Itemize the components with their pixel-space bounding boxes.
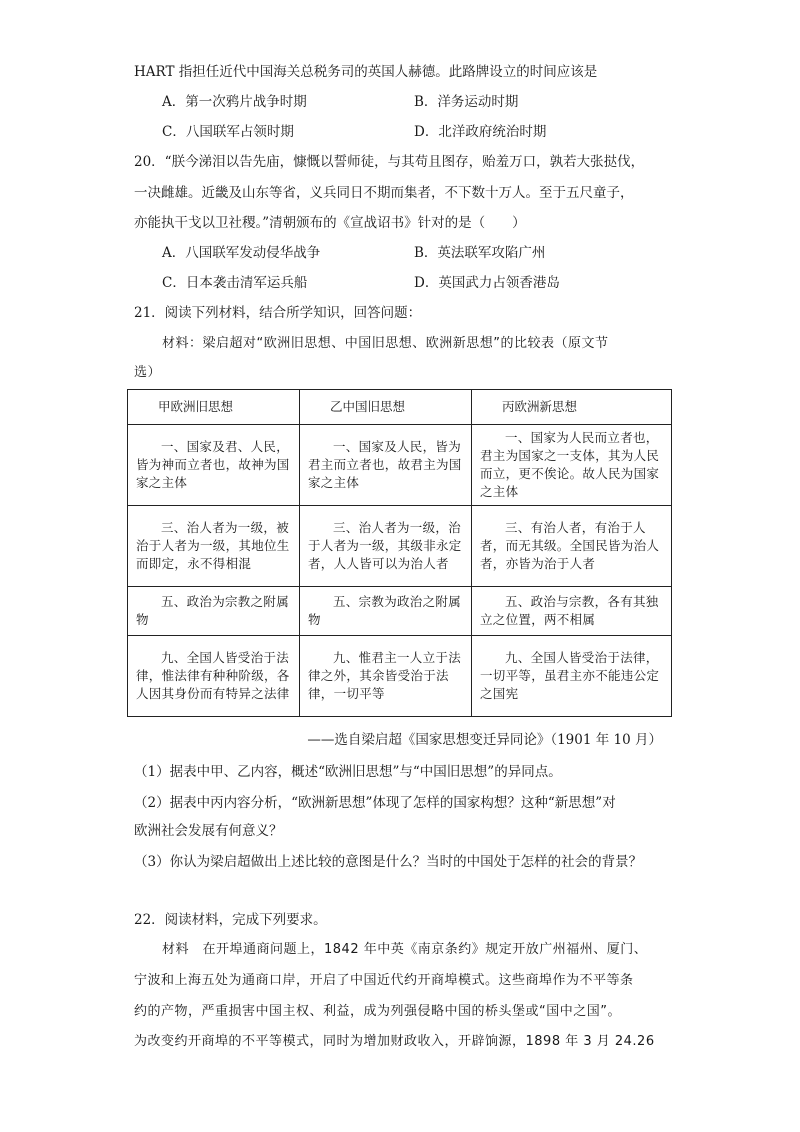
table-cell: 三、治人者为一级，治于人者为一级，其级非永定者，人人皆可以为治人者 xyxy=(300,506,472,587)
q19-option-a: A．第一次鸦片战争时期 xyxy=(162,94,307,110)
table-cell: 一、国家为人民而立者也，君主为国家之一支体，其为人民而立，更不俟论。故人民为国家之主体 xyxy=(472,425,672,506)
q22-stem: 22．阅读材料，完成下列要求。 xyxy=(134,912,327,928)
q19-option-d: D．北洋政府统治时期 xyxy=(414,124,547,140)
table-cell: 九、全国人皆受治于法律，惟法律有种种阶级，各人因其身份而有特异之法律 xyxy=(128,636,300,717)
table-header-cell: 甲欧洲旧思想 xyxy=(128,390,300,425)
table-cell: 五、宗教为政治之附属物 xyxy=(300,587,472,636)
table-cell: 九、全国人皆受治于法律，一切平等，虽君主亦不能违公定之国宪 xyxy=(472,636,672,717)
q21-subquestion-2-line2: 欧洲社会发展有何意义？ xyxy=(134,823,283,839)
q22-material-line3: 约的产物，严重损害中国主权、利益，成为列强侵略中国的桥头堡或“国中之国”。 xyxy=(134,1004,621,1019)
q20-option-c: C．日本袭击清军运兵船 xyxy=(162,275,308,291)
q20-option-a: A．八国联军发动侵华战争 xyxy=(162,245,321,261)
table-header-cell: 丙欧洲新思想 xyxy=(472,390,672,425)
q21-subquestion-3: （3）你认为梁启超做出上述比较的意图是什么？当时的中国处于怎样的社会的背景？ xyxy=(134,854,643,870)
table-cell: 三、有治人者，有治于人者，而无其级。全国民皆为治人者，亦皆为治于人者 xyxy=(472,506,672,587)
table-header-row xyxy=(128,390,672,425)
q22-material-line4: 为改变约开商埠的不平等模式，同时为增加财政收入，开辟饷源，1898 年 3 月 24.26 xyxy=(134,1034,655,1049)
table-header-cell: 乙中国旧思想 xyxy=(300,390,472,425)
comparison-table xyxy=(127,389,672,717)
table-row xyxy=(128,636,672,717)
table-row xyxy=(128,506,672,587)
table-cell: 一、国家及人民，皆为君主而立者也，故君主为国家之主体 xyxy=(300,425,472,506)
table-row xyxy=(128,587,672,636)
q20-option-b: B．英法联军攻陷广州 xyxy=(414,245,546,261)
q21-material-line2: 选） xyxy=(134,365,162,380)
q22-material-line2: 宁波和上海五处为通商口岸，开启了中国近代约开商埠模式。这些商埠作为不平等条 xyxy=(134,973,634,988)
q19-stem-tail: HART 指担任近代中国海关总税务司的英国人赫德。此路牌设立的时间应该是 xyxy=(134,64,598,80)
table-cell: 一、国家及君、人民，皆为神而立者也，故神为国家之主体 xyxy=(128,425,300,506)
q20-stem-line3: 亦能执干戈以卫社稷。”清朝颁布的《宣战诏书》针对的是（ ） xyxy=(134,215,526,231)
q21-subquestion-2-line1: （2）据表中丙内容分析，“欧洲新思想”体现了怎样的国家构想？这种“新思想”对 xyxy=(134,795,616,811)
q19-option-c: C．八国联军占领时期 xyxy=(162,124,294,140)
table-source-citation: ——选自梁启超《国家思想变迁异同论》（1901 年 10 月） xyxy=(307,732,662,748)
q22-material-line1: 材料 在开埠通商问题上，1842 年中英《南京条约》规定开放广州福州、厦门、 xyxy=(162,942,648,957)
q20-option-d: D．英国武力占领香港岛 xyxy=(414,275,560,291)
table-cell: 五、政治与宗教，各有其独立之位置，两不相属 xyxy=(472,587,672,636)
table-cell: 五、政治为宗教之附属物 xyxy=(128,587,300,636)
q21-material-line1: 材料：梁启超对“欧洲旧思想、中国旧思想、欧洲新思想”的比较表（原文节 xyxy=(162,336,609,351)
q21-subquestion-1: （1）据表中甲、乙内容，概述“欧洲旧思想”与“中国旧思想”的异同点。 xyxy=(134,764,562,780)
table-row xyxy=(128,425,672,506)
q20-stem-line1: 20．“朕今涕泪以告先庙，慷慨以誓师徒，与其苟且图存，贻羞万口，孰若大张挞伐， xyxy=(134,154,645,170)
q19-option-b: B．洋务运动时期 xyxy=(414,94,519,110)
q21-stem: 21．阅读下列材料，结合所学知识，回答问题： xyxy=(134,305,422,321)
table-cell: 九、惟君主一人立于法律之外，其余皆受治于法律，一切平等 xyxy=(300,636,472,717)
table-cell: 三、治人者为一级，被治于人者为一级，其地位生而即定，永不得相混 xyxy=(128,506,300,587)
q20-stem-line2: 一决雌雄。近畿及山东等省，义兵同日不期而集者，不下数十万人。至于五尺童子， xyxy=(134,185,634,201)
